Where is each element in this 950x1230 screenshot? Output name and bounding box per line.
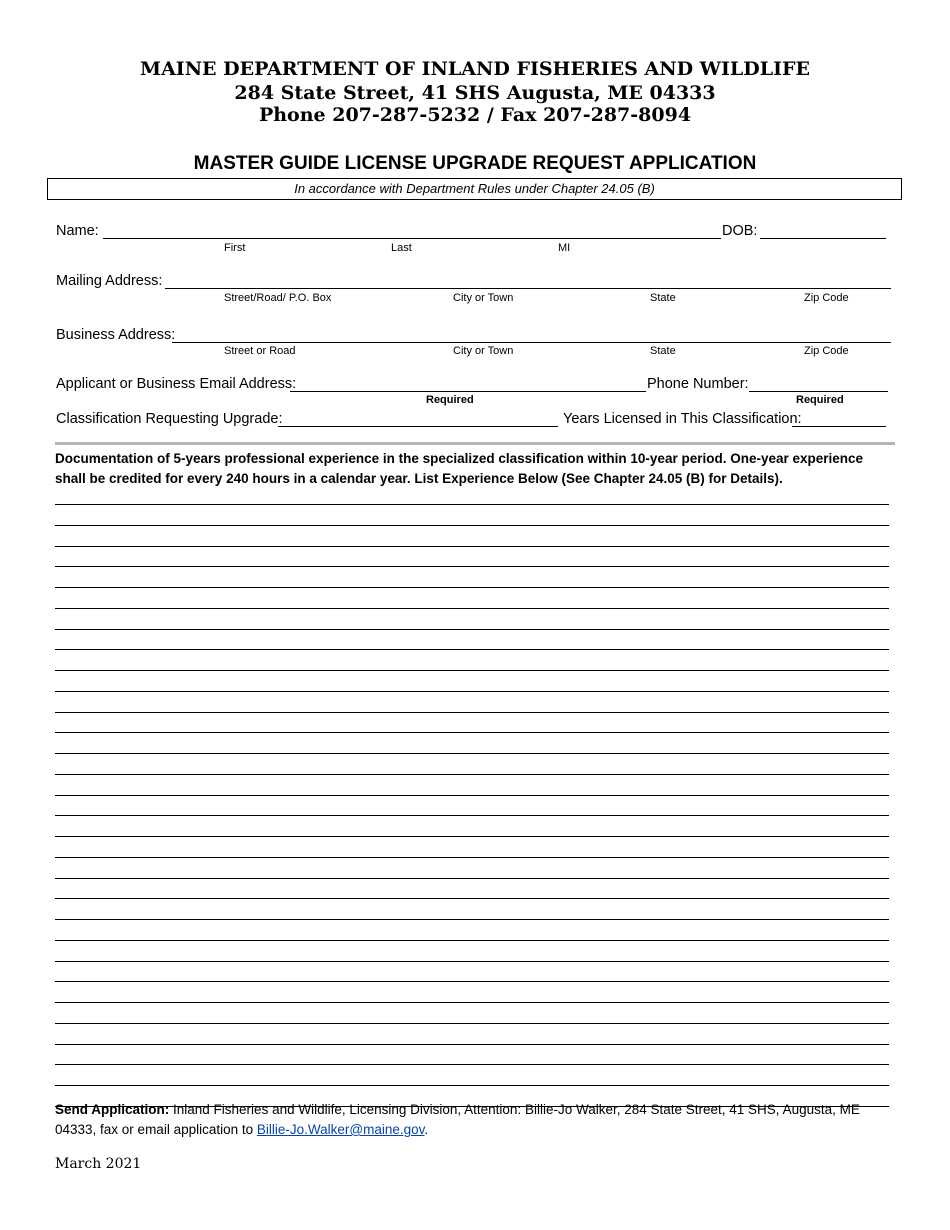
experience-line[interactable] [55,649,889,650]
experience-line[interactable] [55,1002,889,1003]
send-label: Send Application: [55,1102,170,1117]
revision-date: March 2021 [55,1156,142,1172]
dob-field[interactable] [760,223,886,239]
business-sub-zip: Zip Code [804,345,849,357]
email-required-note: Required [426,394,474,406]
contact-email-link[interactable]: Billie-Jo.Walker@maine.gov [256,1122,425,1137]
experience-line[interactable] [55,525,889,526]
send-text: Inland Fisheries and Wildlife, Licensing Division, Attention: Billie-Jo Walker, 284 State Street, 41 SHS, Augusta, ME 04333, fax or email application to [55,1102,860,1137]
agency-name: MAINE DEPARTMENT OF INLAND FISHERIES AND WILDLIFE [140,58,810,80]
experience-line[interactable] [55,1023,889,1024]
phone-required-note: Required [796,394,844,406]
classification-field[interactable] [278,411,558,427]
experience-line[interactable] [55,940,889,941]
mailing-address-field[interactable] [165,273,891,289]
business-sub-street: Street or Road [224,345,296,357]
experience-line[interactable] [55,795,889,796]
business-sub-state: State [650,345,676,357]
mailing-sub-city: City or Town [453,292,514,304]
dob-label: DOB: [722,223,758,239]
form-subtitle: In accordance with Department Rules under Chapter 24.05 (B) [294,181,655,196]
experience-line[interactable] [55,566,889,567]
name-sub-first: First [224,242,246,254]
experience-line[interactable] [55,857,889,858]
mailing-sub-zip: Zip Code [804,292,849,304]
experience-line[interactable] [55,587,889,588]
experience-line[interactable] [55,919,889,920]
experience-line[interactable] [55,1085,889,1086]
experience-line[interactable] [55,546,889,547]
agency-contact: Phone 207-287-5232 / Fax 207-287-8094 [258,104,692,126]
business-address-field[interactable] [172,327,891,343]
experience-line[interactable] [55,670,889,671]
experience-line[interactable] [55,898,889,899]
experience-line[interactable] [55,961,889,962]
experience-line[interactable] [55,608,889,609]
section-divider [55,442,895,445]
experience-line[interactable] [55,732,889,733]
send-period: . [424,1122,429,1137]
send-application-note [55,1100,895,1140]
experience-line[interactable] [55,774,889,775]
mailing-address-label: Mailing Address: [56,273,163,289]
experience-line[interactable] [55,878,889,879]
experience-line[interactable] [55,836,889,837]
name-sub-last: Last [391,242,412,254]
years-licensed-field[interactable] [792,411,886,427]
business-address-label: Business Address: [56,327,176,343]
classification-label: Classification Requesting Upgrade: [56,411,283,427]
phone-field[interactable] [749,376,888,392]
mailing-sub-street: Street/Road/ P.O. Box [224,292,332,304]
years-licensed-label: Years Licensed in This Classification: [563,411,802,427]
form-title: MASTER GUIDE LICENSE UPGRADE REQUEST APPLICATION [193,153,757,174]
form-subtitle-box [47,178,902,200]
name-sub-mi: MI [558,242,571,254]
name-label: Name: [56,223,99,239]
experience-instructions: Documentation of 5-years professional experience in the specialized classification within 10-year period. One-year experience shall be credited for every 240 hours in a calendar year. List Experience Below (See Chapter 24.05 (B) for Details). [55,451,864,486]
experience-line[interactable] [55,981,889,982]
experience-line[interactable] [55,1064,889,1065]
experience-line[interactable] [55,691,889,692]
experience-line[interactable] [55,815,889,816]
experience-line[interactable] [55,753,889,754]
experience-line[interactable] [55,1044,889,1045]
phone-label: Phone Number: [647,376,749,392]
name-field[interactable] [103,223,721,239]
email-label: Applicant or Business Email Address: [56,376,297,392]
mailing-sub-state: State [650,292,676,304]
experience-line[interactable] [55,504,889,505]
experience-line[interactable] [55,629,889,630]
experience-line[interactable] [55,712,889,713]
email-field[interactable] [290,376,646,392]
business-sub-city: City or Town [453,345,514,357]
agency-address: 284 State Street, 41 SHS Augusta, ME 04333 [234,82,716,104]
